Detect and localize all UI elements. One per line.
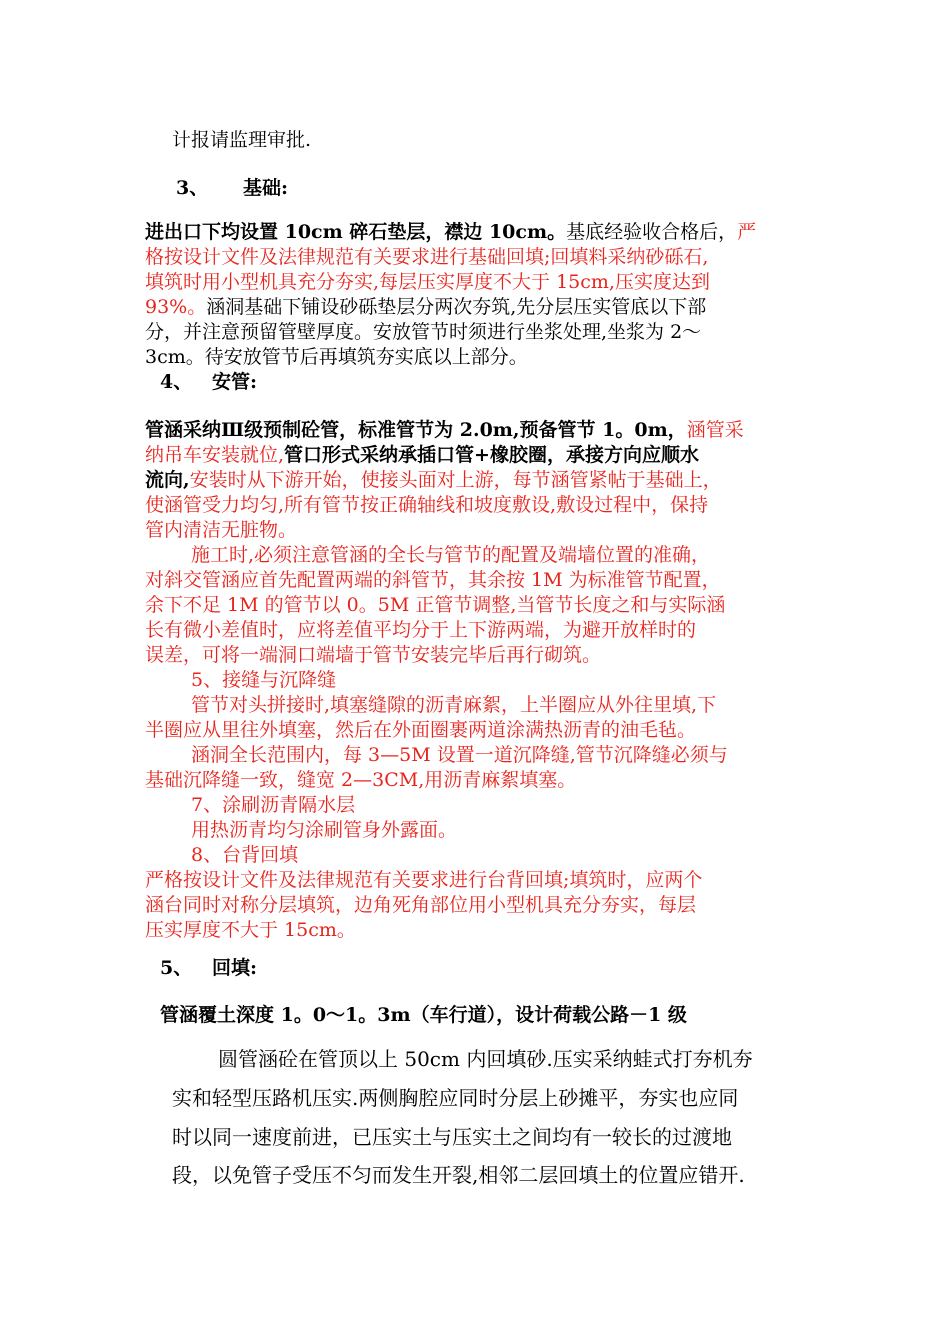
bold-run: 管口形式采纳承插口管+橡胶圈，承接方向应顺水	[284, 444, 699, 466]
paragraph-line: 3cm。待安放管节后再填筑夯实底以上部分。	[145, 346, 528, 368]
paragraph-line: 填筑时用小型机具充分夯实,每层压实厚度不大于 15cm,压实度达到	[145, 271, 710, 293]
subsection-title: 5、接缝与沉降缝	[191, 669, 337, 691]
paragraph-line: 用热沥青均匀涂刷管身外露面。	[191, 819, 458, 841]
paragraph-line: 圆管涵砼在管顶以上 50cm 内回填砂.压实采纳蛙式打夯机夯	[218, 1047, 753, 1071]
bold-run: 进出口下均设置 10cm 碎石垫层，襟边 10cm。	[145, 221, 567, 243]
paragraph-line: 误差，可将一端洞口端墙于管节安装完毕后再行砌筑。	[145, 644, 602, 666]
section-heading: 安管:	[212, 371, 258, 393]
paragraph-line	[145, 443, 699, 467]
paragraph-line: 涵洞全长范围内，每 3—5M 设置一道沉降缝,管节沉降缝必须与	[191, 744, 728, 766]
paragraph-line: 长有微小差值时，应将差值平均分于上下游两端，为避开放样时的	[145, 619, 697, 641]
paragraph-line	[145, 220, 756, 244]
red-run: 纳吊车安装就位,	[145, 444, 285, 466]
paragraph-line	[145, 468, 722, 492]
paragraph-line: 时以同一速度前进，已压实土与压实土之间均有一较长的过渡地	[172, 1125, 732, 1149]
section-heading: 回填:	[212, 957, 258, 979]
section-heading: 基础:	[243, 177, 289, 199]
paragraph-line: 对斜交管涵应首先配置两端的斜管节，其余按 1M 为标准管节配置，	[145, 569, 721, 591]
paragraph-line: 基础沉降缝一致，缝宽 2—3CM,用沥青麻絮填塞。	[145, 769, 577, 791]
red-run: 严	[737, 221, 757, 243]
subsection-title: 7、涂刷沥青隔水层	[191, 794, 356, 816]
red-run: 涵管采	[686, 419, 744, 441]
red-run: 安装时从下游开始，使接头面对上游，每节涵管紧帖于基础上，	[189, 469, 722, 491]
paragraph-line	[145, 418, 744, 442]
text-run: 基底经验收合格后，	[566, 221, 738, 243]
text-run: 涵洞基础下铺设砂砾垫层分两次夯筑,先分层压实管底以下部	[206, 296, 707, 318]
text-line: 计报请监理审批.	[172, 129, 312, 151]
paragraph-line: 实和轻型压路机压实.两侧胸腔应同时分层上砂摊平，夯实也应同	[172, 1086, 739, 1110]
paragraph-line: 格按设计文件及法律规范有关要求进行基础回填;回填料采纳砂砾石,	[145, 246, 709, 268]
bold-run: 流向,	[145, 469, 190, 491]
paragraph-line: 施工时,必须注意管涵的全长与管节的配置及端墙位置的准确，	[191, 544, 711, 566]
paragraph-line: 压实厚度不大于 15cm。	[145, 919, 356, 941]
paragraph-line: 半圈应从里往外填塞，然后在外面圈裹两道涂满热沥青的油毛毡。	[145, 719, 697, 741]
paragraph-line: 余下不足 1M 的管节以 0。5M 正管节调整,当管节长度之和与实际涵	[145, 594, 726, 616]
red-run: 93%。	[145, 296, 207, 318]
paragraph-line: 严格按设计文件及法律规范有关要求进行台背回填;填筑时，应两个	[145, 869, 703, 891]
paragraph-line: 分，并注意预留管壁厚度。安放管节时须进行坐浆处理,坐浆为 2～	[145, 321, 702, 343]
section-number: 3、	[176, 177, 209, 199]
paragraph-line: 管节对头拼接时,填塞缝隙的沥青麻絮，上半圈应从外往里填,下	[191, 694, 717, 716]
section-number: 5、	[160, 957, 193, 979]
subsection-title: 管涵覆土深度 1。0～1。3m（车行道），设计荷载公路－1 级	[160, 1004, 687, 1026]
paragraph-line: 段，以免管子受压不匀而发生开裂,相邻二层回填土的位置应错开.	[172, 1163, 745, 1187]
paragraph-line	[145, 295, 706, 319]
subsection-title: 8、台背回填	[191, 844, 299, 866]
paragraph-line: 涵台同时对称分层填筑，边角死角部位用小型机具充分夯实，每层	[145, 894, 697, 916]
section-number: 4、	[160, 371, 193, 393]
bold-run: 管涵采纳Ⅲ级预制砼管，标准管节为 2.0m,预备管节 1。0m，	[145, 419, 687, 441]
paragraph-line: 使涵管受力均匀,所有管节按正确轴线和坡度敷设,敷设过程中，保持	[145, 494, 709, 516]
paragraph-line: 管内清洁无脏物。	[145, 519, 298, 541]
